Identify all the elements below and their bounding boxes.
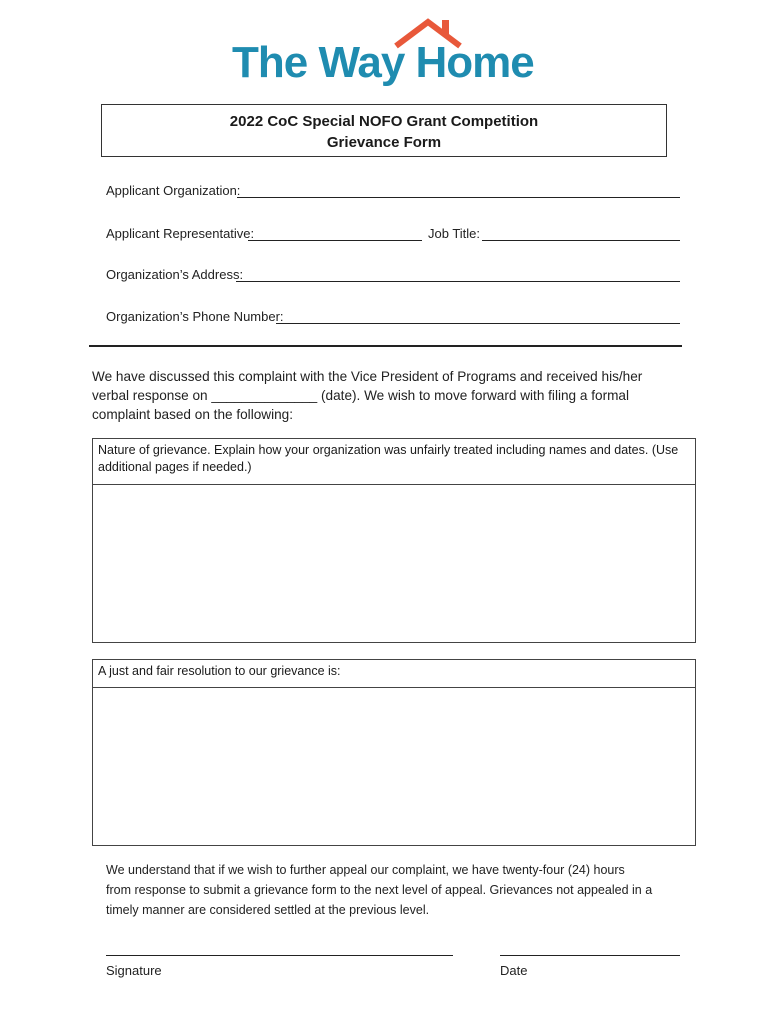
organization-phone-field[interactable] — [276, 323, 680, 324]
signature-label: Signature — [106, 963, 162, 978]
resolution-box-label: A just and fair resolution to our grievance is: — [98, 664, 341, 678]
resolution-box — [92, 659, 696, 846]
organization-address-label: Organization’s Address: — [106, 267, 244, 282]
section-divider — [89, 345, 682, 347]
intro-paragraph — [92, 367, 692, 424]
date-label: Date — [500, 963, 528, 978]
job-title-label: Job Title: — [428, 226, 481, 241]
logo — [232, 18, 534, 90]
intro-line: verbal response on ______________ (date). We wish to move forward with filing a formal — [92, 388, 629, 403]
applicant-organization-field[interactable] — [237, 197, 680, 198]
logo-text: The Way Home — [232, 38, 534, 87]
grievance-text-area[interactable] — [93, 485, 695, 642]
intro-line: We have discussed this complaint with the Vice President of Programs and received his/her — [92, 369, 643, 384]
grievance-box-header — [93, 439, 695, 485]
job-title-field[interactable] — [482, 240, 680, 241]
applicant-representative-field[interactable] — [248, 240, 422, 241]
signature-field[interactable] — [106, 955, 453, 956]
organization-phone-label: Organization’s Phone Number: — [106, 309, 284, 324]
resolution-text-area[interactable] — [93, 688, 695, 845]
organization-address-field[interactable] — [236, 281, 680, 282]
intro-line: complaint based on the following: — [92, 407, 294, 422]
grievance-box-note: (Use — [651, 443, 679, 457]
form-title-box — [101, 104, 667, 157]
applicant-organization-label: Applicant Organization: — [106, 183, 241, 198]
appeal-line: timely manner are considered settled at the previous level. — [106, 903, 430, 917]
applicant-representative-label: Applicant Representative: — [106, 226, 255, 241]
appeal-paragraph — [106, 860, 706, 920]
grievance-box-note: additional pages if needed.) — [98, 460, 252, 474]
appeal-line: We understand that if we wish to further appeal our complaint, we have twenty-four (24) hours — [106, 863, 625, 877]
grievance-box — [92, 438, 696, 643]
form-title: 2022 CoC Special NOFO Grant Competition — [229, 113, 539, 130]
appeal-line: from response to submit a grievance form to the next level of appeal. Grievances not appealed in a — [106, 883, 653, 897]
grievance-box-label: Nature of grievance. Explain how your organization was unfairly treated including names and dates. — [98, 443, 649, 457]
form-subtitle: Grievance Form — [326, 134, 442, 151]
date-field[interactable] — [500, 955, 680, 956]
resolution-box-header — [93, 660, 695, 688]
